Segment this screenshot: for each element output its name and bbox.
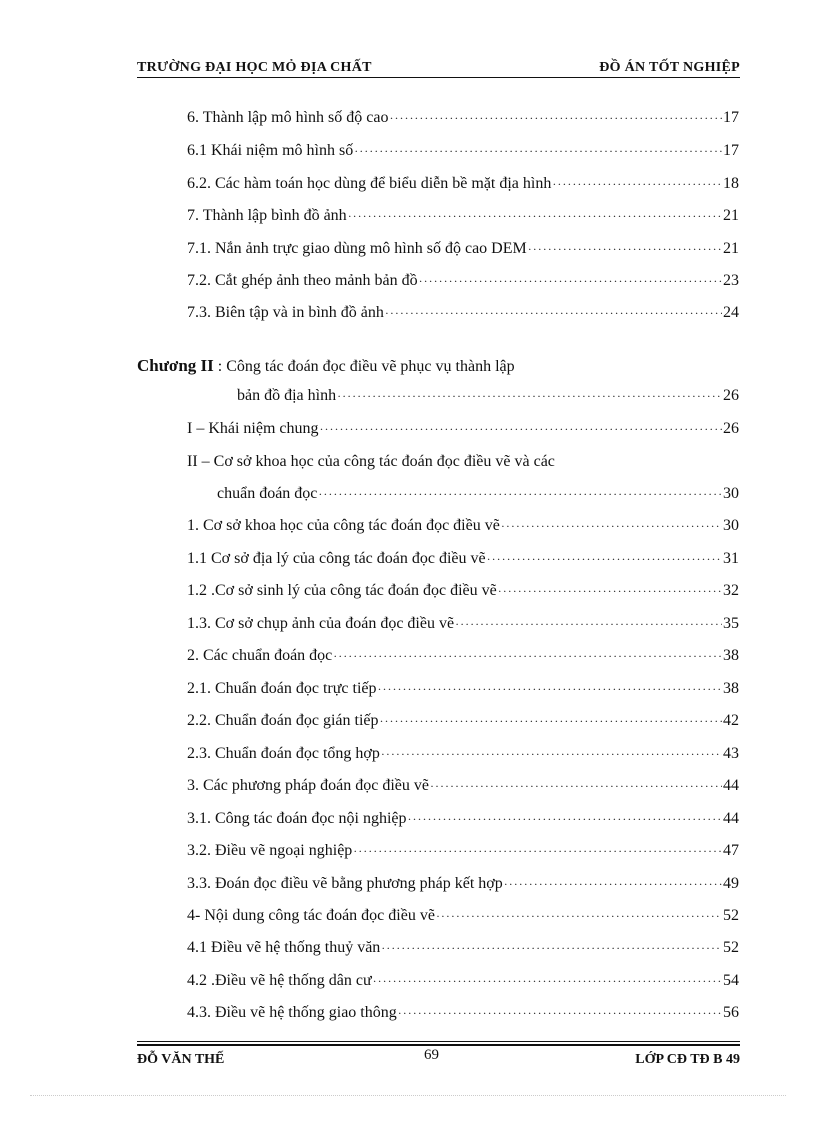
toc-entry-page: 26 — [723, 387, 739, 404]
dot-leader — [430, 775, 722, 797]
toc-entry-page: 21 — [723, 207, 739, 224]
chapter-title-line2: bản đồ địa hình — [237, 387, 337, 404]
toc-entry-page: 52 — [723, 939, 739, 956]
toc-entry-page: 44 — [723, 810, 739, 827]
footer-author: ĐỖ VĂN THẾ — [137, 1052, 225, 1067]
toc-entry-label: chuẩn đoán đọc — [217, 485, 318, 502]
toc-entry — [187, 678, 739, 700]
toc-entry-label: 7.2. Cắt ghép ảnh theo mảnh bản đồ — [187, 272, 418, 289]
toc-entry-page: 56 — [723, 1004, 739, 1021]
toc-entry-label: 4.1 Điều vẽ hệ thống thuỷ văn — [187, 939, 381, 956]
dot-leader — [337, 385, 722, 407]
toc-entry-label: 4.2 .Điều vẽ hệ thống dân cư — [187, 972, 372, 989]
toc-entry-label: 6.1 Khái niệm mô hình số — [187, 142, 354, 159]
toc-entry — [187, 743, 739, 765]
toc-entry-page: 54 — [723, 972, 739, 989]
toc-entry-page: 47 — [723, 842, 739, 859]
dot-leader — [381, 743, 722, 765]
toc-entry-page: 49 — [723, 875, 739, 892]
dot-leader — [552, 173, 722, 195]
page-footer — [137, 1047, 740, 1072]
toc-entry-page: 52 — [723, 907, 739, 924]
toc-entry — [187, 173, 739, 195]
toc-entry — [187, 645, 739, 667]
toc-entry — [187, 905, 739, 927]
chapter-title-line1: : Công tác đoán đọc điều vẽ phục vụ thành lập — [217, 358, 515, 375]
toc-entry — [187, 710, 739, 732]
dot-leader — [501, 515, 722, 537]
toc-entry-page: 30 — [723, 517, 739, 534]
chapter-prefix: Chương II — [137, 356, 214, 375]
toc-entry-page: 32 — [723, 582, 739, 599]
page-number: 69 — [424, 1047, 439, 1063]
dot-leader — [353, 840, 722, 862]
toc-entry — [187, 808, 739, 830]
toc-entry-label: 3.1. Công tác đoán đọc nội nghiệp — [187, 810, 407, 827]
toc-entry-page: 42 — [723, 712, 739, 729]
toc-entry-page: 17 — [723, 142, 739, 159]
dot-leader — [528, 238, 722, 260]
dot-leader — [436, 905, 722, 927]
toc-entry-label: 7.1. Nắn ảnh trực giao dùng mô hình số độ cao DEM — [187, 240, 527, 257]
toc-entry-heading — [187, 451, 739, 473]
toc-entry — [187, 548, 739, 570]
toc-entry-page: 23 — [723, 272, 739, 289]
toc-entry — [187, 613, 739, 635]
toc-entry — [217, 483, 739, 505]
dot-leader — [320, 418, 722, 440]
toc-entry — [187, 580, 739, 602]
toc-entry-label: 3. Các phương pháp đoán đọc điều vẽ — [187, 777, 429, 794]
toc-entry-label: 2.3. Chuẩn đoán đọc tổng hợp — [187, 745, 380, 762]
page-bottom-border — [30, 1095, 786, 1096]
toc-entry — [237, 385, 739, 407]
dot-leader — [378, 678, 722, 700]
toc-entry-label: 7. Thành lập bình đồ ảnh — [187, 207, 347, 224]
dot-leader — [318, 483, 722, 505]
toc-entry-page: 31 — [723, 550, 739, 567]
toc-entry-label: II – Cơ sở khoa học của công tác đoán đọc điều vẽ và các — [187, 453, 555, 470]
toc-entry-label: 4.3. Điều vẽ hệ thống giao thông — [187, 1004, 397, 1021]
toc-entry-label: 2.2. Chuẩn đoán đọc gián tiếp — [187, 712, 379, 729]
toc-entry-page: 24 — [723, 304, 739, 321]
toc-entry-label: 6.2. Các hàm toán học dùng để biểu diễn bề mặt địa hình — [187, 175, 552, 192]
toc-entry — [187, 140, 739, 162]
toc-entry — [187, 1002, 739, 1024]
toc-entry — [187, 238, 739, 260]
footer-class: LỚP CĐ TĐ B 49 — [635, 1052, 740, 1067]
toc-entry — [187, 775, 739, 797]
toc-entry-label: 6. Thành lập mô hình số độ cao — [187, 109, 389, 126]
footer-rule — [137, 1041, 740, 1042]
header-university: TRƯỜNG ĐẠI HỌC MỎ ĐỊA CHẤT — [137, 60, 372, 75]
toc-entry-page: 30 — [723, 485, 739, 502]
toc-entry — [187, 840, 739, 862]
toc-entry-page: 38 — [723, 647, 739, 664]
dot-leader — [385, 302, 722, 324]
toc-entry-page: 35 — [723, 615, 739, 632]
dot-leader — [381, 937, 722, 959]
toc-entry-label: 1.3. Cơ sở chụp ảnh của đoán đọc điều vẽ — [187, 615, 455, 632]
toc-entry-label: 1.1 Cơ sở địa lý của công tác đoán đọc điều vẽ — [187, 550, 486, 567]
dot-leader — [354, 140, 722, 162]
toc-entry — [187, 970, 739, 992]
dot-leader — [398, 1002, 722, 1024]
toc-entry-page: 17 — [723, 109, 739, 126]
dot-leader — [504, 873, 722, 895]
toc-entry-label: 2.1. Chuẩn đoán đọc trực tiếp — [187, 680, 377, 697]
toc-entry-page: 18 — [723, 175, 739, 192]
toc-entry-page: 21 — [723, 240, 739, 257]
footer-rule-thick — [137, 1044, 740, 1046]
toc-entry — [187, 937, 739, 959]
dot-leader — [373, 970, 722, 992]
dot-leader — [389, 107, 722, 129]
dot-leader — [408, 808, 722, 830]
toc-entry-page: 26 — [723, 420, 739, 437]
dot-leader — [498, 580, 722, 602]
toc-entry — [187, 873, 739, 895]
toc-entry — [187, 107, 739, 129]
dot-leader — [455, 613, 722, 635]
dot-leader — [380, 710, 722, 732]
toc-entry-label: 4- Nội dung công tác đoán đọc điều vẽ — [187, 907, 435, 924]
dot-leader — [333, 645, 722, 667]
toc-entry-label: I – Khái niệm chung — [187, 420, 319, 437]
toc-entry-label: 3.2. Điều vẽ ngoại nghiệp — [187, 842, 353, 859]
toc-entry-page: 43 — [723, 745, 739, 762]
header-doc-type: ĐỒ ÁN TỐT NGHIỆP — [599, 60, 740, 75]
toc-entry-label: 1. Cơ sở khoa học của công tác đoán đọc điều vẽ — [187, 517, 500, 534]
toc-entry-label: 1.2 .Cơ sở sinh lý của công tác đoán đọc điều vẽ — [187, 582, 497, 599]
dot-leader — [348, 205, 722, 227]
toc-entry — [187, 418, 739, 440]
toc-entry — [187, 205, 739, 227]
toc-entry-page: 38 — [723, 680, 739, 697]
toc-entry-label: 7.3. Biên tập và in bình đồ ảnh — [187, 304, 384, 321]
toc-entry-page: 44 — [723, 777, 739, 794]
dot-leader — [419, 270, 722, 292]
toc-entry — [187, 515, 739, 537]
toc-entry-label: 2. Các chuẩn đoán đọc — [187, 647, 333, 664]
dot-leader — [487, 548, 722, 570]
toc-entry-label: 3.3. Đoán đọc điều vẽ bằng phương pháp kết hợp — [187, 875, 503, 892]
toc-entry — [187, 302, 739, 324]
toc-entry — [187, 270, 739, 292]
chapter-heading — [137, 355, 739, 377]
header-rule — [137, 77, 740, 78]
